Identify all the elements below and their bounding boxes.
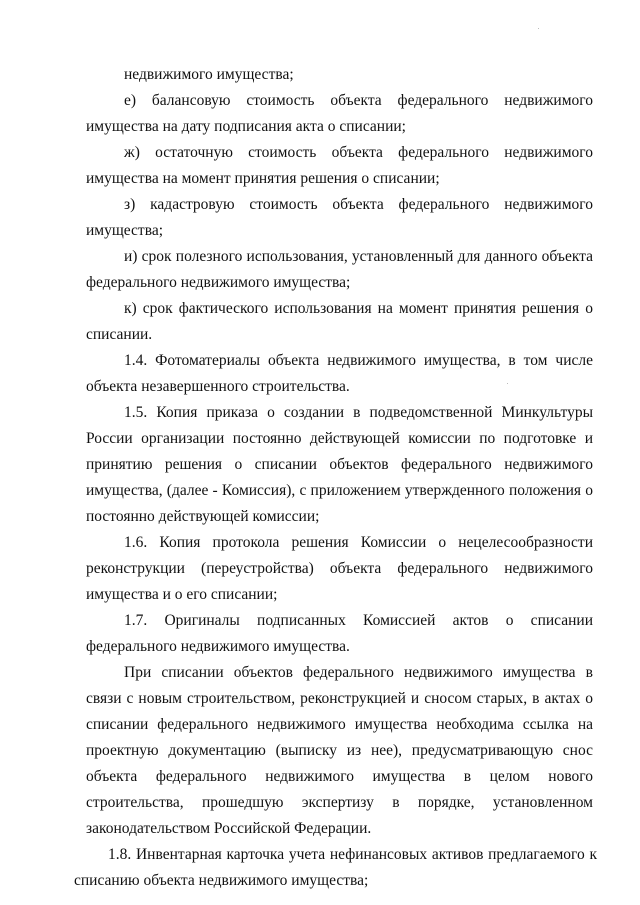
- paragraph-1-6: 1.6. Копия протокола решения Комиссии о нецелесообразности реконструкции (переустройства) объекта федерального недвижимого имущества и о его списании;: [86, 534, 593, 603]
- paragraph-demolition-note: При списании объектов федерального недвижимого имущества в связи с новым строительством, реконструкцией и сносом старых, в актах о списании федерального недвижимого имущества необходима ссылка на проектную документацию (выписку из нее), предусматривающую снос объекта федерального недвижимого имущества в целом нового строительства, прошедшую экспертизу в порядке, установленном законодательством Российской Федерации.: [86, 664, 593, 837]
- paragraph-1-4: 1.4. Фотоматериалы объекта недвижимого имущества, в том числе объекта незавершенного строительства.: [86, 352, 593, 395]
- document-body: [74, 62, 597, 894]
- paragraph-1-7: 1.7. Оригиналы подписанных Комиссией актов о списании федерального недвижимого имущества.: [86, 612, 593, 655]
- paragraph-1-8: 1.8. Инвентарная карточка учета нефинансовых активов предлагаемого к списанию объекта недвижимого имущества;: [74, 846, 597, 889]
- paragraph-item-k: к) срок фактического использования на момент принятия решения о списании.: [86, 300, 593, 343]
- paragraph-item-e: е) балансовую стоимость объекта федерального недвижимого имущества на дату подписания акта о списании;: [86, 92, 593, 135]
- scan-speck: [507, 383, 508, 384]
- paragraph-item-i: и) срок полезного использования, установленный для данного объекта федерального недвижимого имущества;: [86, 248, 593, 291]
- paragraph-item-z: з) кадастровую стоимость объекта федерального недвижимого имущества;: [86, 196, 593, 239]
- paragraph-1-5: 1.5. Копия приказа о создании в подведомственной Минкультуры России организации постоянно действующей комиссии по подготовке и принятию решения о списании объектов федерального недвижимого имущества, (далее - Комиссия), с приложением утвержденного положения о постоянно действующей комиссии;: [86, 404, 593, 525]
- scan-speck: [538, 28, 539, 29]
- paragraph-continuation: недвижимого имущества;: [124, 66, 294, 83]
- paragraph-item-zh: ж) остаточную стоимость объекта федерального недвижимого имущества на момент принятия решения о списании;: [86, 144, 593, 187]
